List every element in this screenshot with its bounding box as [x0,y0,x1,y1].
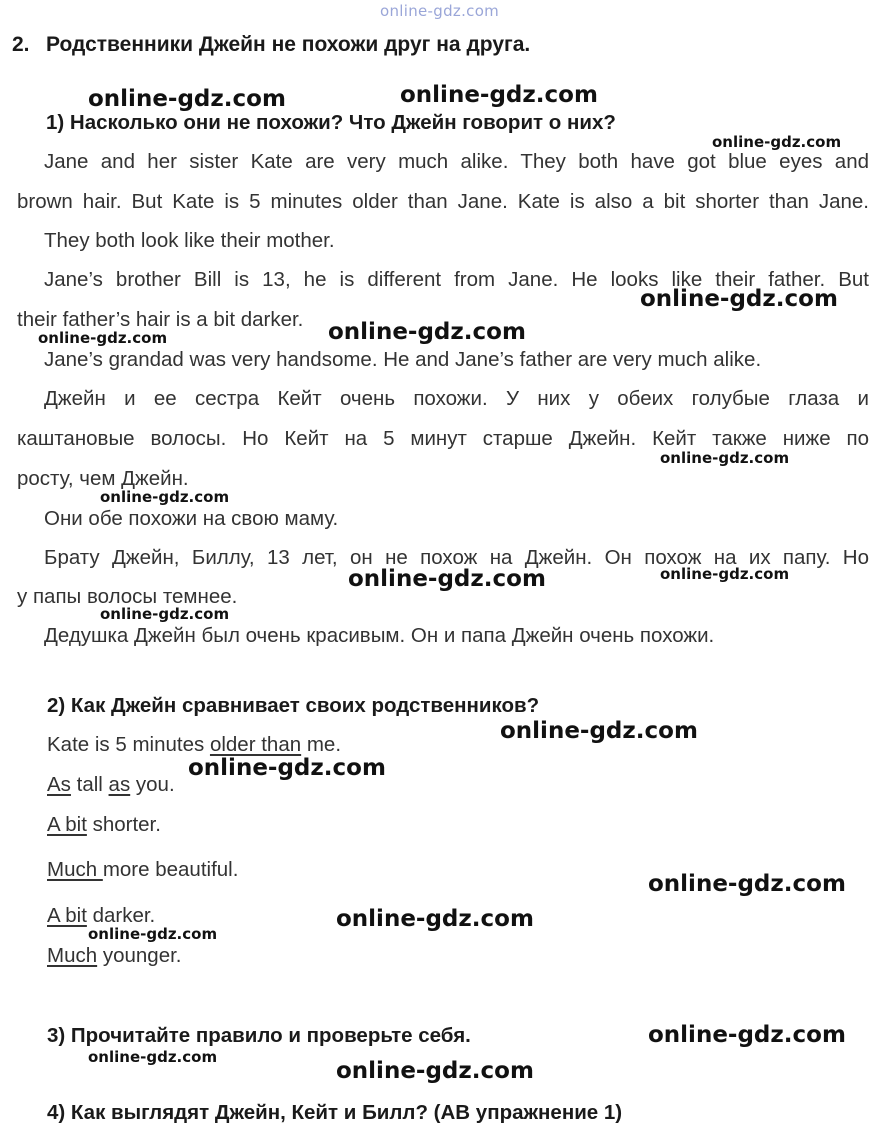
watermark: online-gdz.com [660,449,790,467]
watermark: online-gdz.com [640,286,838,312]
phrase-text: tall [70,773,109,796]
exercise-number: 2. [12,33,30,56]
underlined-phrase: Much [47,858,103,881]
phrase-1 [47,733,341,757]
phrase-text: Kate is 5 minutes [47,733,210,756]
watermark: online-gdz.com [38,329,168,347]
watermark: online-gdz.com [348,566,546,592]
ru-line-4: Они обе похожи на свою маму. [44,507,339,530]
top-watermark: online-gdz.com [380,2,500,20]
underlined-phrase: older than [209,733,302,756]
section4-heading: 4) Как выглядят Джейн, Кейт и Билл? (АВ упражнение 1) [47,1101,623,1124]
watermark: online-gdz.com [648,1022,846,1048]
watermark: online-gdz.com [100,605,230,623]
ru-line-6: у папы волосы темнее. [17,585,238,608]
watermark: online-gdz.com [188,755,386,781]
phrase-text: me. [301,733,342,756]
watermark: online-gdz.com [88,1048,218,1066]
watermark: online-gdz.com [712,133,842,151]
underlined-phrase: A bit [47,813,87,836]
watermark: online-gdz.com [336,906,534,932]
section3-heading: 3) Прочитайте правило и проверьте себя. [47,1024,471,1047]
watermark: online-gdz.com [328,319,526,345]
phrase-text: more beautiful. [102,858,239,881]
watermark: online-gdz.com [88,925,218,943]
en-line-3: They both look like their mother. [44,229,335,252]
section1-heading: 1) Насколько они не похожи? Что Джейн говорит о них? [46,111,616,134]
phrase-text: younger. [97,944,182,967]
phrase-2 [47,773,175,797]
watermark: online-gdz.com [660,565,790,583]
en-line-4: Jane’s brother Bill is 13, he is different from Jane. He looks like their father. But [44,268,869,291]
watermark: online-gdz.com [336,1058,534,1084]
watermark: online-gdz.com [648,871,846,897]
en-line-2: brown hair. But Kate is 5 minutes older than Jane. Kate is also a bit shorter than Jane. [17,190,869,213]
en-line-6: Jane’s grandad was very handsome. He and Jane’s father are very much alike. [44,348,762,371]
watermark: online-gdz.com [400,82,598,108]
phrase-text: darker. [86,904,156,927]
ru-line-3: росту, чем Джейн. [17,467,189,490]
ru-line-1: Джейн и ее сестра Кейт очень похожи. У них у обеих голубые глаза и [44,387,869,410]
underlined-phrase: A bit [47,904,87,927]
underlined-phrase: as [108,773,131,796]
ru-line-5: Брату Джейн, Биллу, 13 лет, он не похож на Джейн. Он похож на их папу. Но [44,546,869,569]
en-line-1: Jane and her sister Kate are very much alike. They both have got blue eyes and [44,150,869,173]
watermark: online-gdz.com [500,718,698,744]
exercise-title: Родственники Джейн не похожи друг на друга. [46,33,531,56]
en-line-5: their father’s hair is a bit darker. [17,308,304,331]
phrase-4 [47,858,238,882]
phrase-3 [47,813,161,837]
ru-line-7: Дедушка Джейн был очень красивым. Он и папа Джейн очень похожи. [44,624,715,647]
watermark: online-gdz.com [100,488,230,506]
phrase-text: you. [130,773,175,796]
watermark: online-gdz.com [88,86,286,112]
section2-heading: 2) Как Джейн сравнивает своих родственников? [47,694,540,717]
ru-line-2: каштановые волосы. Но Кейт на 5 минут старше Джейн. Кейт также ниже по [17,427,869,450]
phrase-6 [47,944,181,968]
phrase-text: shorter. [86,813,161,836]
underlined-phrase: Much [47,944,98,967]
underlined-phrase: As [47,773,71,796]
